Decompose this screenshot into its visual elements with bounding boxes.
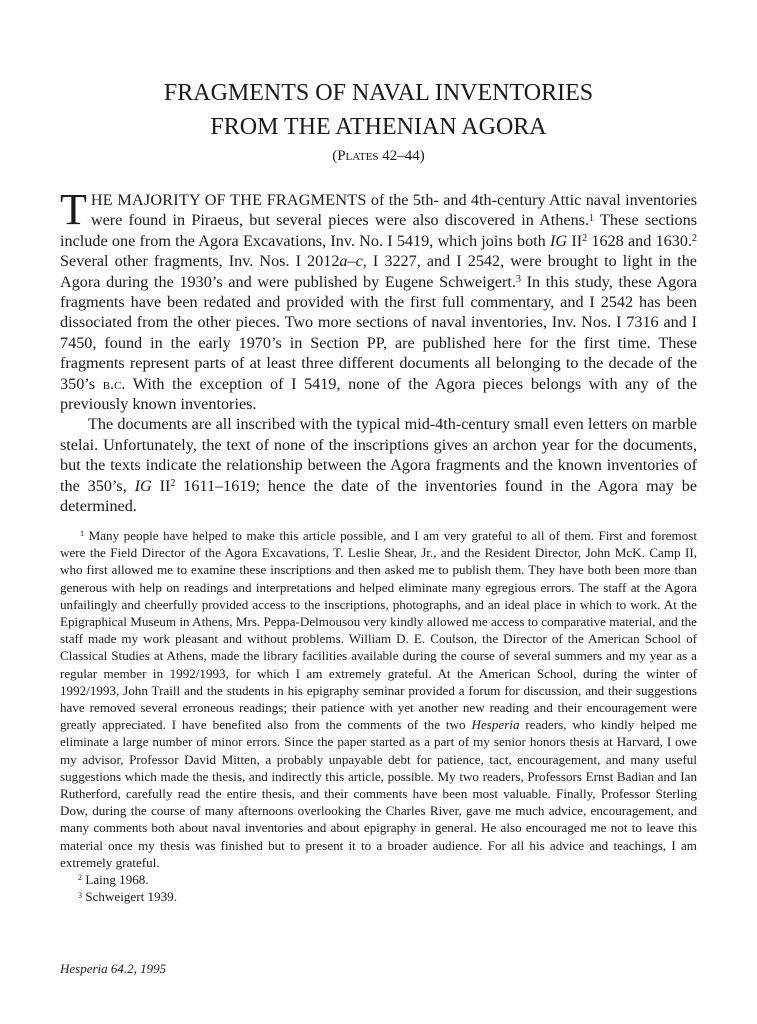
para1-text-3: 1628 and 1630.	[587, 231, 692, 250]
footnote-number: 3	[78, 890, 83, 900]
para2-text-1: The documents are all inscribed with the typical mid-4th-century small even letters on marble stelai. Unfortunately, the text of none of the inscriptions gives an archon year for the documents, but the texts indicate the relationship between the Agora fragments and the known inventories of the 350’s,	[60, 415, 697, 495]
para1-text-4: Several other fragments, Inv. Nos. I 2012	[60, 252, 340, 271]
ig-volume: II	[567, 231, 583, 250]
footnote-2-text: Laing 1968.	[82, 872, 149, 888]
para2-text-2: 1611–1619; hence the date of the inventories found in the Agora may be determined.	[60, 476, 698, 516]
ig-volume: II	[151, 476, 171, 495]
ig-abbrev: IG	[134, 476, 152, 495]
footnote-1	[60, 527, 697, 871]
paragraph-1	[60, 185, 698, 414]
para1-text-1: of the 5th- and 4th-century Attic naval inventories were found in Piraeus, but several pieces were also discovered in Athens.	[90, 191, 698, 230]
footnote-number: 1	[80, 529, 85, 539]
journal-name: Hesperia	[471, 717, 520, 733]
paragraph-2	[60, 414, 697, 516]
article-title	[60, 76, 697, 144]
ig-abbrev: IG	[550, 231, 568, 250]
journal-citation: Hesperia 64.2, 1995	[60, 961, 167, 976]
drop-cap: T	[60, 185, 87, 234]
lead-in-caps: HE MAJORITY OF THE FRAGMENTS	[90, 191, 367, 209]
inv-suffix: a–c	[339, 252, 363, 271]
article-title-line-2: FROM THE ATHENIAN AGORA	[210, 114, 547, 140]
para1-text-5: , I 3227, and I 2542, were brought to light in the Agora during the 1930’s and were published by Eugene Schweigert.	[60, 252, 697, 291]
footnote-3-text: Schweigert 1939.	[82, 889, 177, 905]
para1-text-2: These sections include one from the Agora Excavations, Inv. No. I 5419, which joins both	[60, 211, 697, 250]
footnote-ref-3[interactable]: 3	[515, 274, 521, 286]
para1-text-6: In this study, these Agora fragments have been redated and provided with the first full commentary, and I 2542 has been dissociated from the other pieces. Two more sections of naval inventories, Inv. Nos. I 7316 and I 7450, found in the early 1970’s in Section PP, are published here for the first time. These fragments represent parts of at least three different documents all belonging to the decade of the 350’s	[60, 272, 697, 393]
footnote-1-text-1: Many people have helped to make this article possible, and I am very grateful to all of them. First and foremost were the Field Director of the Agora Excavations, T. Leslie Shear, Jr., and the Resident Director, John McK. Camp II, who first allowed me to examine these inscriptions and then asked me to publish them. They have both been more than generous with help on readings and interpretations and helped eliminate many egregious errors. The staff at the Agora unfailingly and cheerfully provided access to the inscriptions, photographs, and an ideal place in which to work. At the Epigraphical Museum in Athens, Mrs. Peppa-Delmousou very kindly allowed me access to comparative material, and the staff made my work pleasant and without problems. William D. E. Coulson, the Director of the American School of Classical Studies at Athens, made the library facilities available during the course of several summers and my year as a regular member in 1992/1993, for which I am extremely grateful. At the American School, during the winter of 1992/1993, John Traill and the students in his epigraphy seminar provided a forum for discussion, and their suggestions have removed several erroneous readings; their patience with yet another new reading and their encouragement were greatly appreciated. I have benefited also from the comments of the two	[60, 528, 697, 733]
plates-range: 42–44)	[378, 148, 425, 164]
bc-abbrev: b.c.	[102, 374, 126, 393]
ig-edition: 2	[582, 233, 588, 245]
footnote-3	[60, 888, 697, 905]
footnote-1-text-2: readers, who kindly helped me eliminate a large number of minor errors. Since the paper started as a part of my senior honors thesis at Harvard, I owe my advisor, Professor David Mitten, a probably unpayable debt for patience, tact, encouragement, and many useful suggestions which made the thesis, and indirectly this article, possible. My two readers, Professors Ernst Badian and Ian Rutherford, carefully read the entire thesis, and their comments have been most valuable. Finally, Professor Sterling Dow, during the course of many afternoons overlooking the Charles River, gave me much advice, encouragement, and many comments both about naval inventories and about epigraphy in general. He also encouraged me not to leave this material once my thesis was finished but to present it to a broader audience. For all his advice and teachings, I am extremely grateful.	[60, 717, 697, 870]
para1-text-7: With the exception of I 5419, none of the Agora pieces belongs with any of the previously known inventories.	[60, 374, 698, 414]
ig-edition: 2	[170, 478, 176, 490]
footnote-ref-1[interactable]: 1	[589, 212, 595, 224]
footnote-number: 2	[78, 873, 83, 883]
article-title-line-1: FRAGMENTS OF NAVAL INVENTORIES	[163, 80, 594, 106]
body-text	[60, 185, 698, 517]
plates-reference	[60, 148, 697, 165]
plates-open-paren: (	[332, 148, 338, 164]
footnote-ref-2[interactable]: 2	[692, 233, 698, 245]
plates-word: Plates	[337, 148, 379, 164]
footnotes	[60, 527, 697, 905]
footnote-2	[60, 871, 697, 888]
